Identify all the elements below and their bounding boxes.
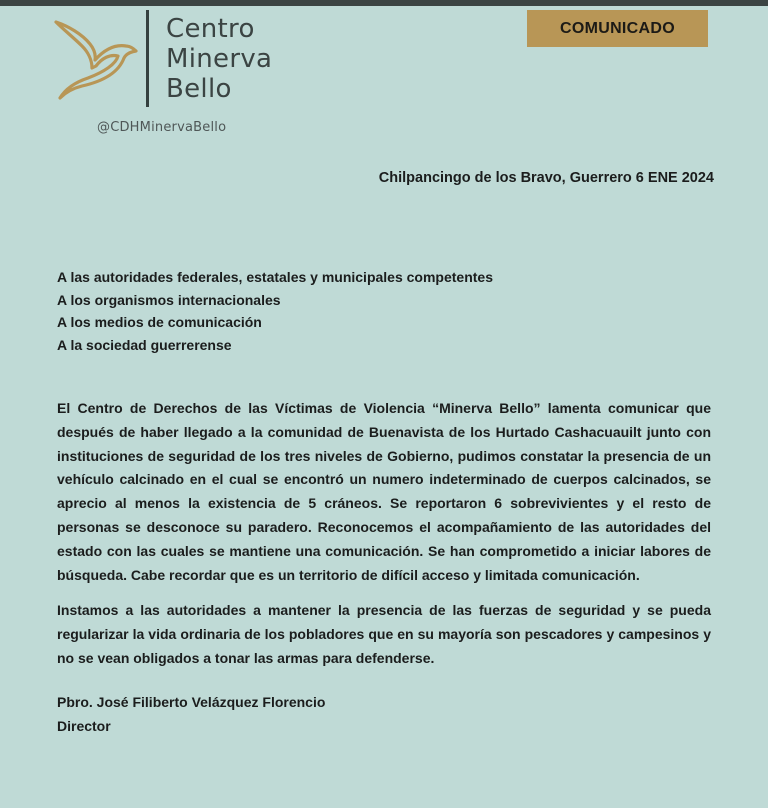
logo-divider [146,10,149,107]
organization-name-line: Bello [166,74,232,104]
organization-name [166,14,272,104]
recipient-line: A las autoridades federales, estatales y municipales competentes [57,269,493,285]
social-handle: @CDHMinervaBello [97,120,227,135]
organization-name-line: Minerva [166,44,273,74]
recipient-line: A la sociedad guerrerense [57,336,232,353]
dateline: Chilpancingo de los Bravo, Guerrero 6 ENE 2024 [378,170,714,186]
recipient-line: A los organismos internacionales [57,291,281,308]
signature-block [57,690,325,738]
recipient-line: A los medios de comunicación [57,314,262,330]
body-paragraph: Instamos a las autoridades a mantener la presencia de las fuerzas de seguridad y se pueda regularizar la vida ordinaria de los pobladores que en su mayoría son pescadores y campesinos y no se vean obligados a tonar las armas para defenderse. [57,602,711,666]
document-type-badge: COMUNICADO [527,10,708,47]
organization-name-line: Centro [166,14,255,44]
top-bar [0,0,768,6]
body-paragraph: El Centro de Derechos de las Víctimas de Violencia “Minerva Bello” lamenta comunicar que después de haber llegado a la comunidad de Buenavista de los Hurtado Cashacuauilt junto con instituciones de seguridad de los tres niveles de Gobierno, pudimos constatar la presencia de un vehículo calcinado en el cual se encontró un numero indeterminado de cuerpos calcinados, se aprecio al menos la existencia de 5 cráneos. Se reportaron 6 sobrevivientes y el resto de personas se desconoce su paradero. Reconocemos el acompañamiento de las autoridades del estado con las cuales se mantiene una comunicación. Se han comprometido a iniciar labores de búsqueda. Cabe recordar que es un territorio de difícil acceso y limitada comunicación. [57,400,711,583]
recipients-list [57,266,493,356]
signatory-title: Director [57,718,111,734]
dove-icon [52,16,138,100]
signatory-name: Pbro. José Filiberto Velázquez Florencio [57,694,326,710]
